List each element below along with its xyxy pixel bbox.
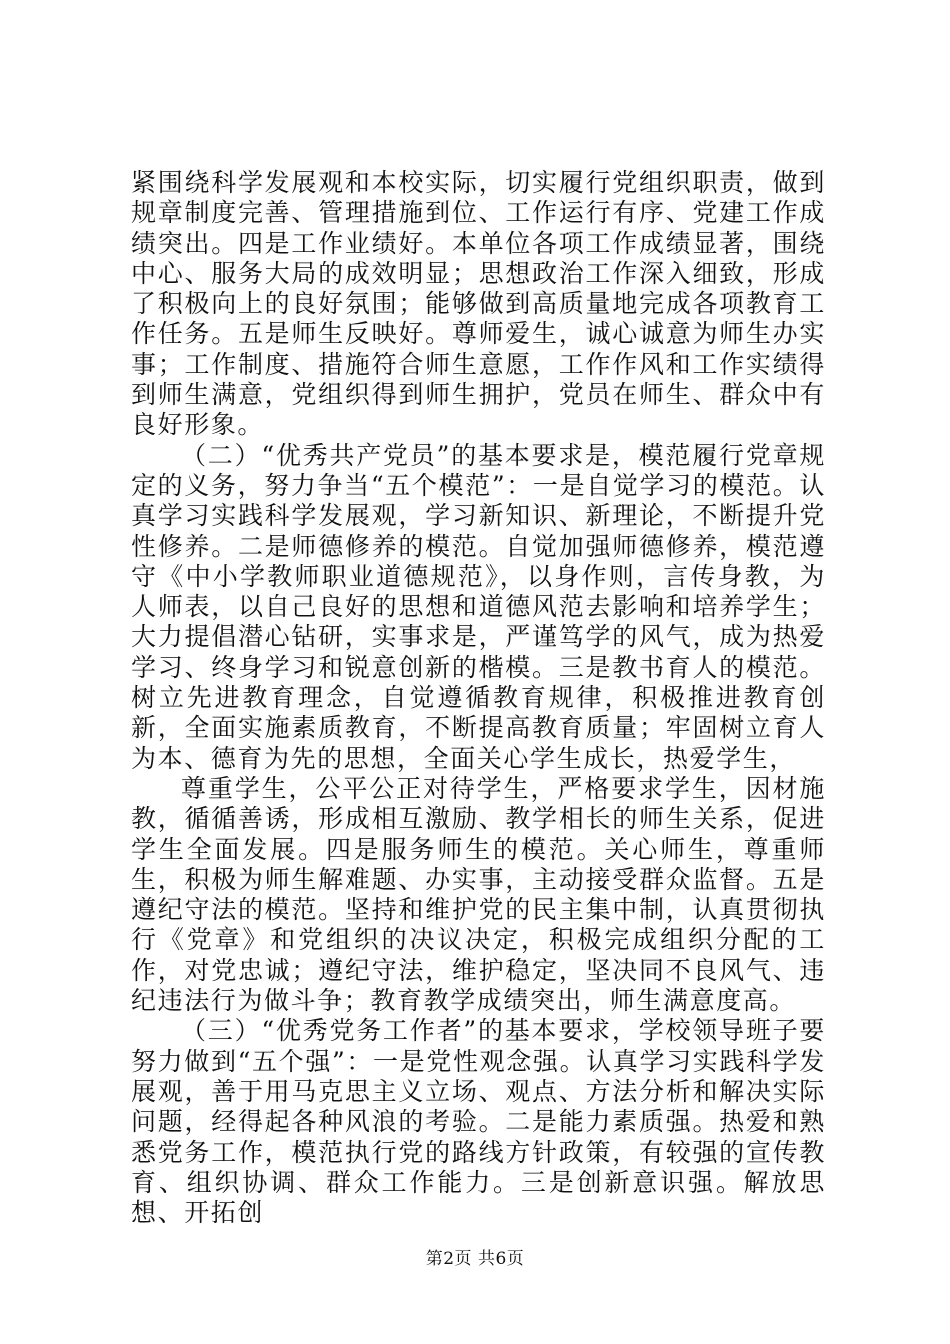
document-body: [131, 168, 826, 1228]
paragraph-3: 尊重学生，公平公正对待学生，严格要求学生，因材施教，循循善诱，形成相互激励、教学相长的师生关系，促进学生全面发展。四是服务师生的模范。关心师生，尊重师生，积极为师生解难题、办实事，主动接受群众监督。五是遵纪守法的模范。坚持和维护党的民主集中制，认真贯彻执行《党章》和党组织的决议决定，积极完成组织分配的工作，对党忠诚；遵纪守法，维护稳定，坚决同不良风气、违纪违法行为做斗争；教育教学成绩突出，师生满意度高。: [131, 773, 826, 1016]
page-footer: 第2页 共6页: [425, 1249, 525, 1269]
paragraph-1: 紧围绕科学发展观和本校实际，切实履行党组织职责，做到规章制度完善、管理措施到位、工作运行有序、党建工作成绩突出。四是工作业绩好。本单位各项工作成绩显著，围绕中心、服务大局的成效明显；思想政治工作深入细致，形成了积极向上的良好氛围；能够做到高质量地完成各项教育工作任务。五是师生反映好。尊师爱生，诚心诚意为师生办实事；工作制度、措施符合师生意愿，工作作风和工作实绩得到师生满意，党组织得到师生拥护，党员在师生、群众中有良好形象。: [131, 168, 826, 440]
paragraph-4: （三）“优秀党务工作者”的基本要求，学校领导班子要努力做到“五个强”：一是党性观念强。认真学习实践科学发展观，善于用马克思主义立场、观点、方法分析和解决实际问题，经得起各种风浪的考验。二是能力素质强。热爱和熟悉党务工作，模范执行党的路线方针政策，有较强的宣传教育、组织协调、群众工作能力。三是创新意识强。解放思想、开拓创: [131, 1016, 826, 1228]
paragraph-2: （二）“优秀共产党员”的基本要求是，模范履行党章规定的义务，努力争当“五个模范”：一是自觉学习的模范。认真学习实践科学发展观，学习新知识、新理论，不断提升党性修养。二是师德修养的模范。自觉加强师德修养，模范遵守《中小学教师职业道德规范》，以身作则，言传身教，为人师表，以自己良好的思想和道德风范去影响和培养学生；大力提倡潜心钻研，实事求是，严谨笃学的风气，成为热爱学习、终身学习和锐意创新的楷模。三是教书育人的模范。树立先进教育理念，自觉遵循教育规律，积极推进教育创新，全面实施素质教育，不断提高教育质量；牢固树立育人为本、德育为先的思想，全面关心学生成长，热爱学生，: [131, 440, 826, 773]
